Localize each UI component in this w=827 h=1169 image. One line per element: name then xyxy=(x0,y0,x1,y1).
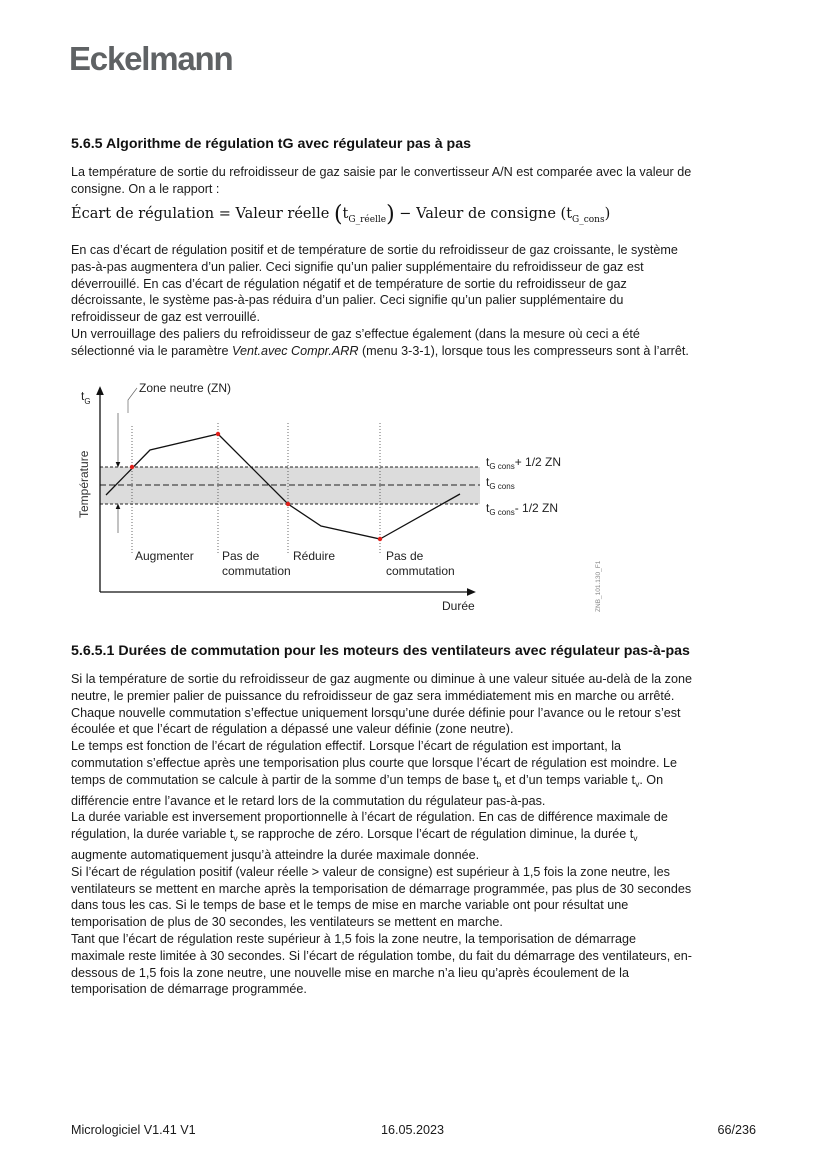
x-axis-label: Durée xyxy=(442,599,475,613)
y-axis-symbol: $t_G$ xyxy=(81,389,91,406)
text-line: La température de sortie du refroidisseur de gaz saisie par le convertisseur A/N est comparée avec la valeur de xyxy=(71,165,692,179)
figure-code: ZNB_101.130_F1 xyxy=(595,560,602,612)
section-heading: 5.6.5 Algorithme de régulation tG avec régulateur pas à pas xyxy=(71,136,471,152)
svg-text:commutation: commutation xyxy=(222,564,291,578)
phase-label-no-switch: Pas de xyxy=(222,549,260,563)
footer-date: 16.05.2023 xyxy=(381,1123,445,1137)
eckelmann-logo: Eckelmann xyxy=(69,40,233,77)
control-deviation-formula: Écart de régulation = Valeur réelle $(t_{G\_réelle})$ − Valeur de consigne $(t_{G\_cons})$ xyxy=(71,202,611,227)
subsection-heading: 5.6.5.1 Durées de commutation pour les moteurs des ventilateurs avec régulateur pas-à-pas xyxy=(71,643,690,659)
switch-point-marker xyxy=(216,432,220,436)
switch-point-marker xyxy=(378,537,382,541)
text-line: consigne. On a le rapport : xyxy=(71,181,220,196)
subsection-body: Si la température de sortie du refroidisseur de gaz augmente ou diminue à une valeur située au-delà de la zone neutre, le premier palier de puissance du refroidisseur de gaz sera immédiatement mis en marche ou arrêté. Chaque nouvelle commutation s’effectue uniquement lorsqu’une durée définie pour l’avance ou le retour s’est écoulée et que l’écart de régulation a dépassé une valeur définie (zone neutre). Le temps est fonction de l’écart de régulation effectif. Lorsque l’écart de régulation est important, la commutation s’effectue après une temporisation plus courte que lorsque l’écart de régulation est moindre. Le temps de commutation se calcule à partir de la somme d’un temps de base $t_b$ et d’un temps variable $t_v$. On différencie entre l’avance et le retard lors de la commutation du régulateur pas-à-pas. La durée variable est inversement proportionnelle à l’écart de régulation. En cas de différence maximale de régulation, la durée variable $t_v$ se rapproche de zéro. Lorsque l’écart de régulation diminue, la durée $t_v$ augmente automatiquement jusqu’à atteindre la durée maximale donnée. Si l’écart de régulation positif (valeur réelle > valeur de consigne) est supérieur à 1,5 fois la zone neutre, les ventilateurs se mettent en marche après la temporisation de démarrage programmée, pas plus de 30 secondes dans tous les cas. Si le temps de base et le temps de mise en marche variable ont pour résultat une temporisation de plus de 30 secondes, les ventilateurs se mettent en marche. Tant que l’écart de régulation reste supérieur à 1,5 fois la zone neutre, la temporisation de démarrage maximale reste limitée à 30 secondes. Si l’écart de régulation tombe, du fait du démarrage des ventilateurs, en- dessous de 1,5 fois la zone neutre, une nouvelle mise en marche n’a lieu qu’après écoulement de la temporisation de démarrage programmée. xyxy=(71,672,692,997)
switch-point-marker xyxy=(286,502,290,506)
svg-text:commutation: commutation xyxy=(386,564,455,578)
band-label-lower: $t_{G cons}-$ 1/2 ZN xyxy=(486,501,559,517)
footer-page-number: 66/236 xyxy=(717,1123,756,1137)
band-label-setpoint: $t_{G cons}$ xyxy=(486,475,515,491)
switch-point-marker xyxy=(130,465,134,469)
footer-firmware-version: Micrologiciel V1.41 V1 xyxy=(71,1123,196,1137)
step-controller-diagram xyxy=(70,378,610,623)
band-label-upper: $t_{G cons}+ 1/2$ ZN xyxy=(486,455,562,471)
parameter-name: Vent.avec Compr.ARR xyxy=(232,343,359,358)
phase-label-increase: Augmenter xyxy=(135,549,194,563)
intro-paragraph xyxy=(71,164,771,198)
explanation-paragraph: En cas d’écart de régulation positif et de température de sortie du refroidisseur de gaz croissante, le système pas-à-pas augmentera d’un palier. Ceci signifie qu’un palier supplémentaire du refroidisseur de gaz est déverrouillé. En cas d’écart de régulation négatif et de température de sortie du refroidisseur de gaz décroissante, le système pas-à-pas réduira d’un palier. Ceci signifie qu’un palier supplémentaire du refroidisseur de gaz est verrouillé. Un verrouillage des paliers du refroidisseur de gaz s’effectue également (dans la mesure où ceci a été sélectionné via le paramètre Vent.avec Compr.ARR (menu 3-3-1), lorsque tous les compresseurs sont à l’arrêt. xyxy=(71,242,771,360)
formula-mid: − Valeur de consigne xyxy=(394,206,561,222)
formula-lhs: Écart de régulation = Valeur réelle xyxy=(71,206,334,222)
phase-label-no-switch-2: Pas de xyxy=(386,549,424,563)
neutral-zone-label: Zone neutre (ZN) xyxy=(139,381,232,395)
text-line-parameter: sélectionné via le paramètre Vent.avec Compr.ARR (menu 3-3-1), lorsque tous les compresseurs sont à l’arrêt. xyxy=(71,343,689,358)
phase-label-reduce: Réduire xyxy=(293,549,336,563)
y-axis-label: Température xyxy=(77,450,91,518)
